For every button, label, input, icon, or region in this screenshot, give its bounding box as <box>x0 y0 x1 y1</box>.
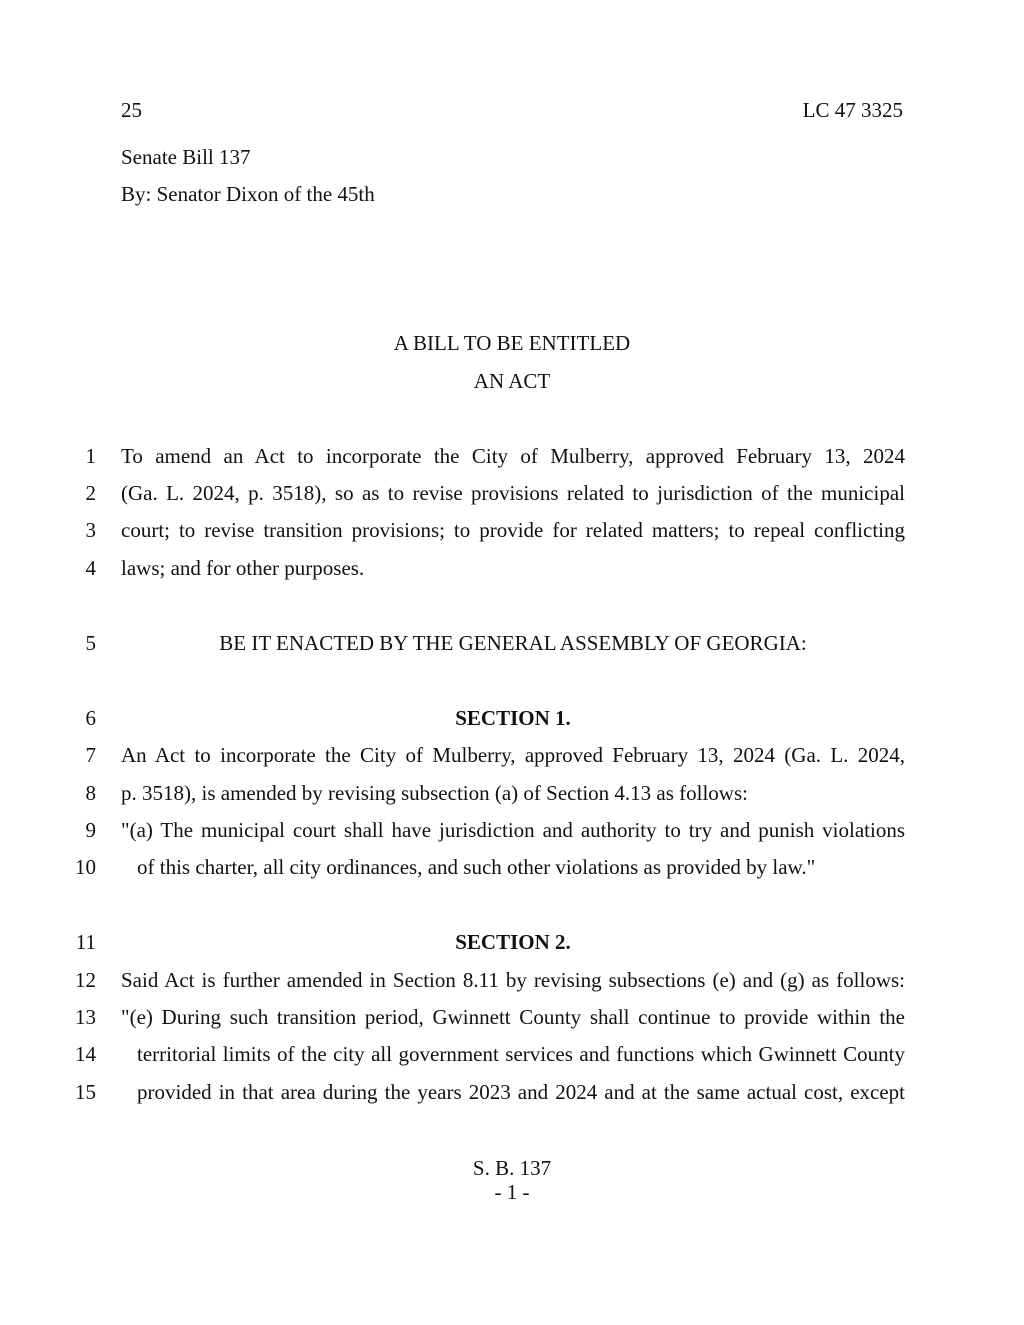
line-number: 2 <box>85 481 96 505</box>
act-title: AN ACT <box>473 369 551 393</box>
session-number: 25 <box>121 98 142 122</box>
enacting-clause: BE IT ENACTED BY THE GENERAL ASSEMBLY OF GEORGIA: <box>219 631 807 655</box>
bill-line: To amend an Act to incorporate the City of Mulberry, approved February 13, 2024 <box>121 444 905 468</box>
line-number: 13 <box>75 1005 96 1029</box>
bill-line: of this charter, all city ordinances, and such other violations as provided by law." <box>137 855 816 879</box>
line-number: 10 <box>75 855 96 879</box>
bill-line: (Ga. L. 2024, p. 3518), so as to revise provisions related to jurisdiction of the municipal <box>121 481 905 505</box>
bill-line: provided in that area during the years 2023 and 2024 and at the same actual cost, except <box>137 1080 905 1104</box>
line-number: 6 <box>85 706 96 730</box>
lc-code: LC 47 3325 <box>802 98 903 122</box>
footer-bill-ref: S. B. 137 <box>472 1156 552 1180</box>
section-2-heading: SECTION 2. <box>455 930 571 954</box>
line-number: 4 <box>85 556 96 580</box>
line-number: 9 <box>85 818 96 842</box>
line-number: 1 <box>85 444 96 468</box>
line-number: 14 <box>75 1042 96 1066</box>
bill-line: laws; and for other purposes. <box>121 556 365 580</box>
line-number: 12 <box>75 968 96 992</box>
bill-line: An Act to incorporate the City of Mulberry, approved February 13, 2024 (Ga. L. 2024, <box>121 743 905 767</box>
section-1-heading: SECTION 1. <box>455 706 571 730</box>
bill-line: court; to revise transition provisions; to provide for related matters; to repeal conflicting <box>121 518 905 542</box>
page-number: - 1 - <box>494 1180 530 1204</box>
line-number: 15 <box>75 1080 96 1104</box>
line-number: 7 <box>85 743 96 767</box>
bill-line: p. 3518), is amended by revising subsection (a) of Section 4.13 as follows: <box>121 781 748 805</box>
line-number: 8 <box>85 781 96 805</box>
bill-line: "(a) The municipal court shall have jurisdiction and authority to try and punish violations <box>121 818 905 842</box>
sponsor: By: Senator Dixon of the 45th <box>121 182 375 206</box>
bill-title: A BILL TO BE ENTITLED <box>393 331 631 355</box>
line-number: 5 <box>85 631 96 655</box>
bill-line: "(e) During such transition period, Gwinnett County shall continue to provide within the <box>121 1005 905 1029</box>
line-number: 3 <box>85 518 96 542</box>
bill-line: Said Act is further amended in Section 8.11 by revising subsections (e) and (g) as follows: <box>121 968 905 992</box>
bill-line: territorial limits of the city all government services and functions which Gwinnett County <box>137 1042 905 1066</box>
bill-number: Senate Bill 137 <box>121 145 251 169</box>
line-number: 11 <box>75 930 96 954</box>
